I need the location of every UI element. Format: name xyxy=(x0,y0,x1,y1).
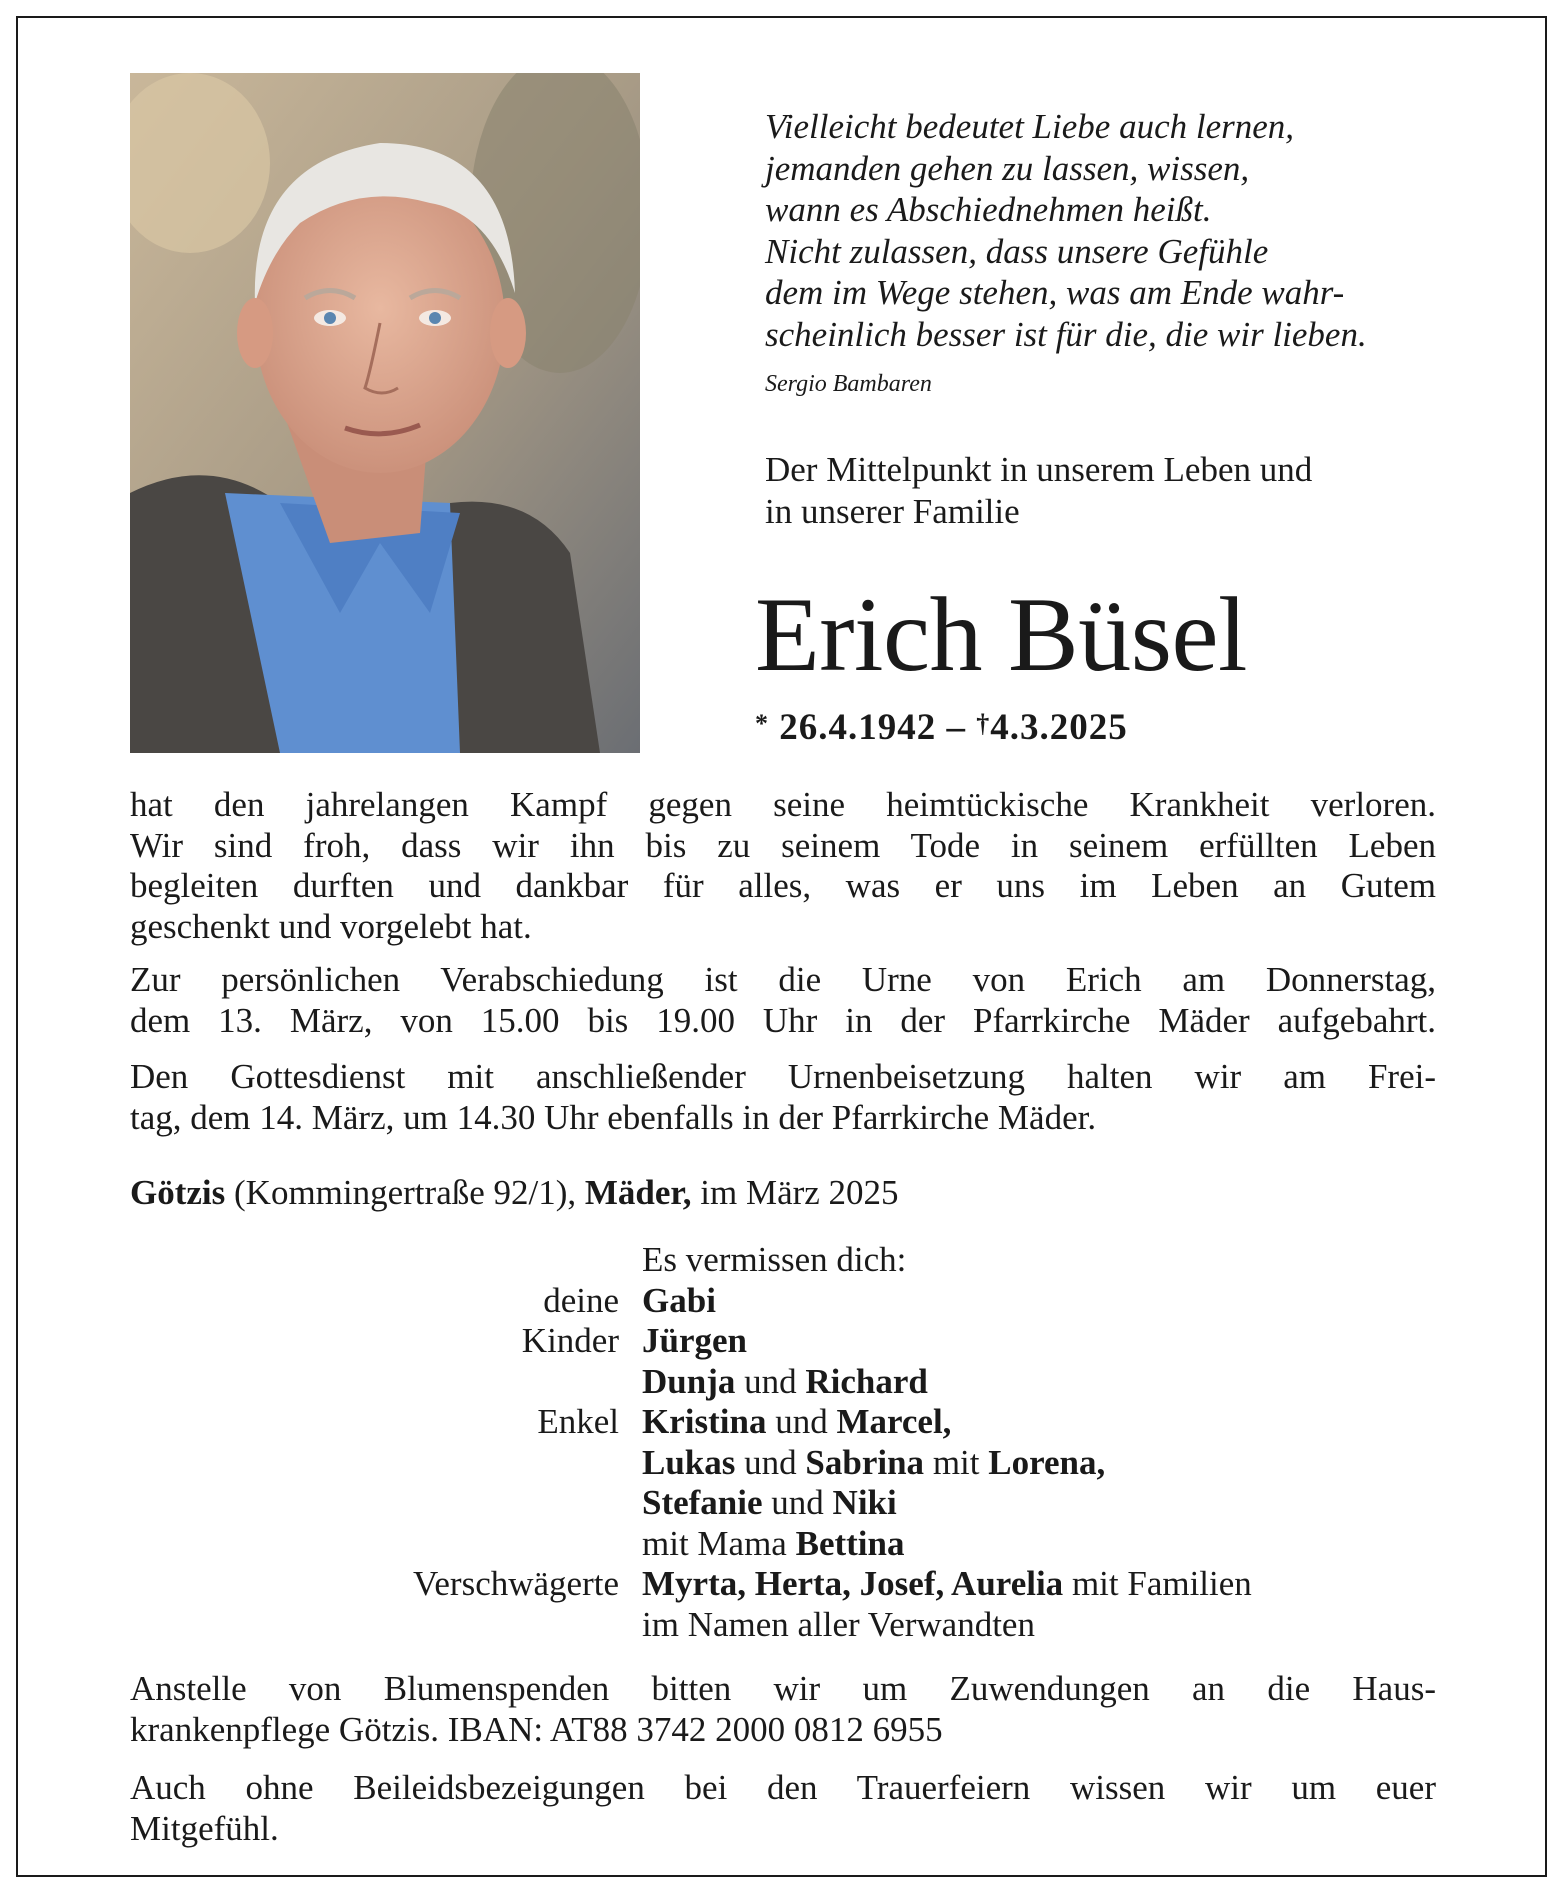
text-line: Den Gottesdienst mit anschließender Urnenbeisetzung halten wir am Frei- xyxy=(130,1057,1436,1096)
intro-line: Der Mittelpunkt in unserem Leben und xyxy=(765,450,1313,489)
mourner-name: Myrta, Herta, Josef, Aurelia xyxy=(642,1564,1064,1603)
quote-line: scheinlich besser ist für die, die wir lieben. xyxy=(765,314,1367,354)
relation-label: Verschwägerte xyxy=(412,1564,619,1603)
quote-line: wann es Abschiednehmen heißt. xyxy=(765,190,1212,229)
intro-text xyxy=(765,449,1485,533)
paragraph-announcement xyxy=(130,785,1436,947)
conjunction: mit xyxy=(924,1442,989,1482)
relatives-line: im Namen aller Verwandten xyxy=(642,1604,1035,1644)
conjunction: und xyxy=(735,1442,806,1482)
mourner-name: Niki xyxy=(832,1483,897,1522)
mourners-list xyxy=(130,1240,1436,1645)
text-line: hat den jahrelangen Kampf gegen seine heimtückische Krankheit verloren. xyxy=(130,785,1436,824)
mourner-name: Lorena, xyxy=(988,1442,1106,1482)
paragraph-farewell xyxy=(130,960,1436,1041)
deceased-name: Erich Büsel xyxy=(755,576,1247,693)
mourner-name: Bettina xyxy=(795,1523,905,1563)
mourner-name: Jürgen xyxy=(642,1321,747,1360)
date-separator: – xyxy=(946,707,966,748)
text-line: Anstelle von Blumenspenden bitten wir um Zuwendungen an die Haus- xyxy=(130,1669,1436,1708)
paragraph-donations xyxy=(130,1669,1436,1750)
birth-date: 26.4.1942 xyxy=(779,707,937,748)
quote-line: Nicht zulassen, dass unsere Gefühle xyxy=(765,231,1269,271)
life-dates xyxy=(755,705,1128,751)
quote-author: Sergio Bambaren xyxy=(765,371,932,397)
mourner-name: Dunja xyxy=(642,1361,736,1401)
paragraph-service xyxy=(130,1057,1436,1138)
mourner-name: Kristina xyxy=(642,1402,767,1441)
conjunction: und xyxy=(766,1402,837,1441)
quote-line: jemanden gehen zu lassen, wissen, xyxy=(765,148,1250,188)
mourner-name: Stefanie xyxy=(642,1483,763,1522)
mourner-name: Marcel, xyxy=(836,1402,952,1441)
text-line: dem 13. März, von 15.00 bis 19.00 Uhr in der Pfarrkirche Mäder aufgebahrt. xyxy=(130,1000,1436,1040)
birth-symbol: * xyxy=(755,709,769,738)
place-and-date xyxy=(130,1172,899,1214)
relation-label: deine xyxy=(543,1280,619,1320)
text-line: Mitgefühl. xyxy=(130,1808,279,1848)
text-line: Auch ohne Beileidsbezeigungen bei den Trauerfeiern wissen wir um euer xyxy=(130,1768,1436,1807)
mourners-heading: Es vermissen dich: xyxy=(642,1240,907,1279)
text-line: begleiten durften und dankbar für alles, was er uns im Leben an Gutem xyxy=(130,866,1436,905)
month-year: im März 2025 xyxy=(691,1173,899,1212)
relation-label: Kinder xyxy=(521,1321,619,1360)
address: (Kommingertraße 92/1), xyxy=(225,1173,585,1212)
conjunction: und xyxy=(762,1483,833,1522)
text-line: Zur persönlichen Verabschiedung ist die Urne von Erich am Donnerstag, xyxy=(130,960,1436,999)
conjunction: und xyxy=(735,1361,806,1401)
portrait-photo xyxy=(130,73,640,753)
text-line: Wir sind froh, dass wir ihn bis zu seinem Tode in seinem erfüllten Leben xyxy=(130,825,1436,865)
town-goetzis: Götzis xyxy=(130,1173,226,1212)
intro-line: in unserer Familie xyxy=(765,492,1020,531)
death-symbol: † xyxy=(976,709,991,738)
mourner-name: Lukas xyxy=(642,1442,736,1482)
text-line: tag, dem 14. März, um 14.30 Uhr ebenfalls in der Pfarrkirche Mäder. xyxy=(130,1097,1097,1137)
mourner-name: Gabi xyxy=(642,1280,716,1320)
quote-line: dem im Wege stehen, was am Ende wahr- xyxy=(765,273,1345,312)
death-date: 4.3.2025 xyxy=(990,707,1128,748)
conjunction: mit Mama xyxy=(642,1523,796,1563)
mourner-name: Sabrina xyxy=(805,1442,925,1482)
text-line: geschenkt und vorgelebt hat. xyxy=(130,906,532,946)
iban-line: krankenpflege Götzis. IBAN: AT88 3742 2000 0812 6955 xyxy=(130,1709,943,1749)
paragraph-condolences xyxy=(130,1768,1436,1849)
conjunction: mit Familien xyxy=(1063,1564,1252,1603)
quote-line: Vielleicht bedeutet Liebe auch lernen, xyxy=(765,107,1295,146)
mourner-name: Richard xyxy=(805,1361,928,1401)
relation-label: Enkel xyxy=(537,1402,619,1441)
quote-block xyxy=(765,106,1485,399)
town-maeder: Mäder, xyxy=(584,1173,692,1212)
